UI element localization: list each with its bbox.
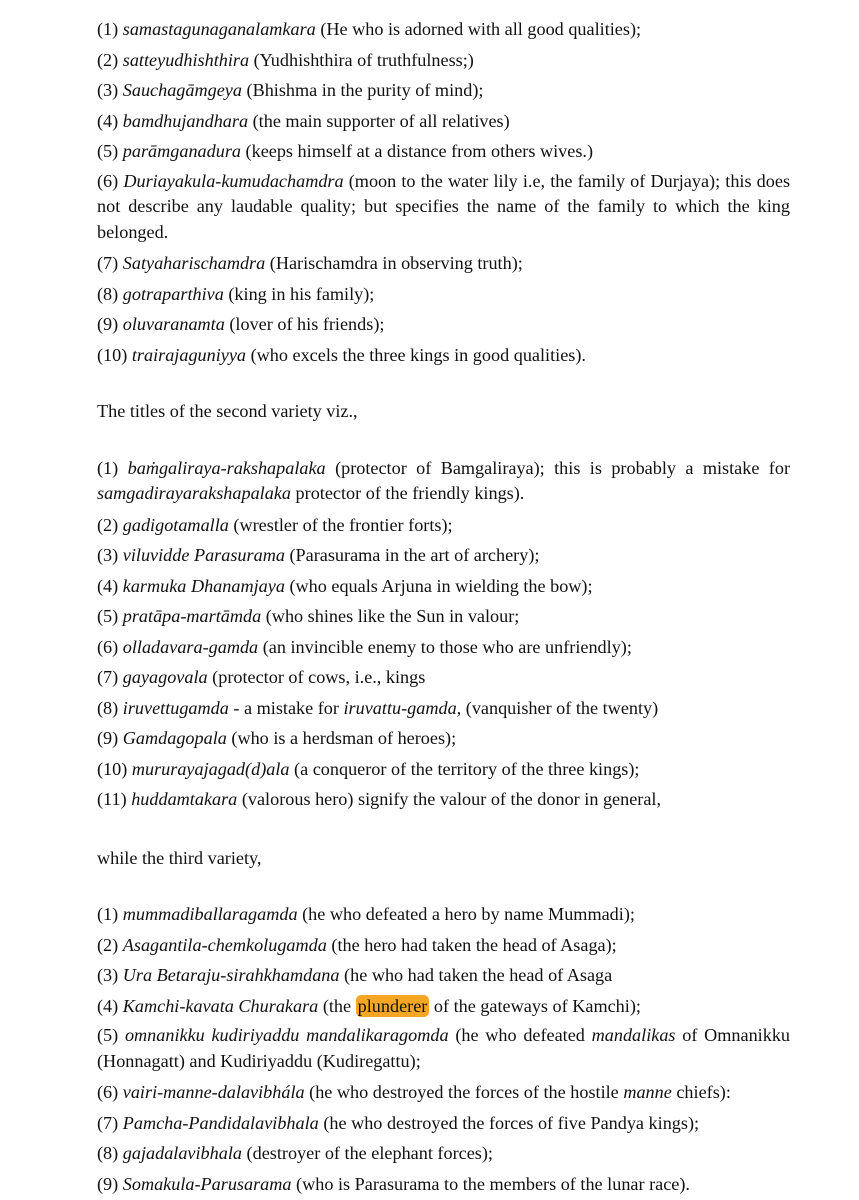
- list-item: (8) iruvettugamda - a mistake for iruvattu-gamda, (vanquisher of the twenty): [97, 697, 659, 718]
- first-variety-list: [97, 14, 790, 370]
- list-item: (4) karmuka Dhanamjaya (who equals Arjuna in wielding the bow);: [97, 575, 593, 596]
- list-item: (8) gajadalavibhala (destroyer of the elephant forces);: [97, 1143, 493, 1163]
- list-item: (9) Gamdagopala (who is a herdsman of heroes);: [97, 728, 457, 748]
- second-variety-intro: The titles of the second variety viz.,: [97, 401, 358, 421]
- list-item: (1) mummadiballaragamda (he who defeated a hero by name Mummadi);: [97, 904, 635, 924]
- list-item: (7) Pamcha-Pandidalavibhala (he who destroyed the forces of five Pandya kings);: [97, 1112, 700, 1133]
- list-item: (5) omnanikku kudiriyaddu mandalikaragomda (he who defeated mandalikas of Omnanikku (Honnagatt) and Kudiriyaddu (Kudiregattu);: [97, 1025, 791, 1071]
- paragraph-gap: [97, 815, 790, 843]
- list-item: (7) gayagovala (protector of cows, i.e., kings: [97, 667, 426, 687]
- list-item: (9) oluvaranamta (lover of his friends);: [97, 314, 385, 334]
- list-item: (5) pratāpa-martāmda (who shines like the Sun in valour;: [97, 606, 520, 626]
- paragraph-gap: [97, 873, 790, 899]
- third-variety-intro: while the third variety,: [97, 847, 262, 868]
- list-item: (3) Sauchagāmgeya (Bhishma in the purity of mind);: [97, 80, 484, 100]
- list-item: (10) trairajaguniyya (who excels the three kings in good qualities).: [97, 344, 586, 365]
- list-item: (7) Satyaharischamdra (Harischamdra in observing truth);: [97, 253, 523, 273]
- list-item: (1) baṁgaliraya-rakshapalaka (protector of Bamgaliraya); this is probably a mistake for samgadirayarakshapalaka protector of the friendly kings).: [97, 457, 791, 503]
- list-item: (3) Ura Betaraju-sirahkhamdana (he who had taken the head of Asaga: [97, 965, 613, 985]
- list-item: (9) Somakula-Parusarama (who is Parasurama to the members of the lunar race).: [97, 1173, 690, 1194]
- list-item: (4) Kamchi-kavata Churakara (the plunderer of the gateways of Kamchi);: [97, 995, 641, 1016]
- second-variety-list: [97, 454, 790, 815]
- list-item: (2) satteyudhishthira (Yudhishthira of truthfulness;): [97, 49, 474, 70]
- list-item: (2) Asagantila-chemkolugamda (the hero had taken the head of Asaga);: [97, 934, 617, 955]
- list-item: (3) viluvidde Parasurama (Parasurama in the art of archery);: [97, 545, 540, 565]
- paragraph-gap: [97, 370, 790, 396]
- list-item: (10) mururayajagad(d)ala (a conqueror of the territory of the three kings);: [97, 758, 640, 779]
- list-item: (5) parāmganadura (keeps himself at a distance from others wives.): [97, 141, 594, 161]
- list-item: (2) gadigotamalla (wrestler of the frontier forts);: [97, 514, 453, 535]
- third-variety-list: [97, 899, 790, 1199]
- highlighted-word[interactable]: plunderer: [357, 995, 428, 1016]
- list-item: (8) gotraparthiva (king in his family);: [97, 283, 375, 304]
- list-item: (1) samastagunaganalamkara (He who is adorned with all good qualities);: [97, 19, 642, 39]
- list-item: (11) huddamtakara (valorous hero) signify the valour of the donor in general,: [97, 789, 662, 809]
- list-item: (6) Duriayakula-kumudachamdra (moon to the water lily i.e, the family of Durjaya); this does not describe any laudable quality; but specifies the name of the family to which the king belonged.: [97, 170, 791, 242]
- list-item: (6) olladavara-gamda (an invincible enemy to those who are unfriendly);: [97, 636, 632, 657]
- list-item: (6) vairi-manne-dalavibhála (he who destroyed the forces of the hostile manne chiefs):: [97, 1082, 731, 1102]
- list-item: (4) bamdhujandhara (the main supporter of all relatives): [97, 110, 510, 131]
- paragraph-gap: [97, 427, 790, 454]
